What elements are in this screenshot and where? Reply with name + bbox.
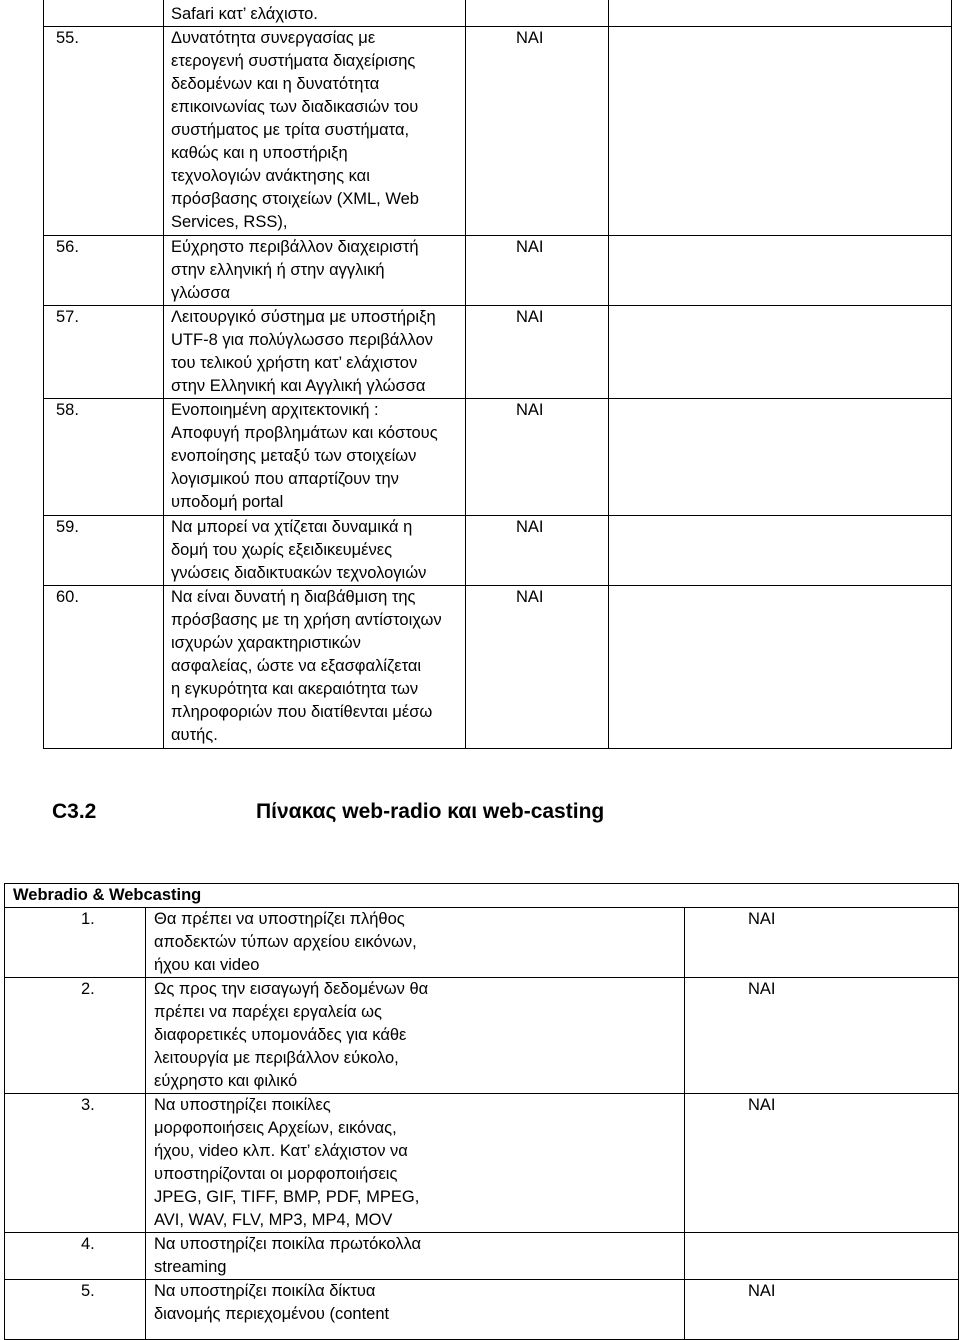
description-line: τεχνολογιών ανάκτησης και bbox=[171, 167, 370, 185]
description-line: του τελικού χρήστη κατ’ ελάχιστον bbox=[171, 354, 418, 372]
description-line: Αποφυγή προβλημάτων και κόστους bbox=[171, 424, 438, 442]
description-line: Λειτουργικό σύστημα με υποστήριξη bbox=[171, 308, 436, 326]
row-description bbox=[164, 306, 466, 399]
row-description bbox=[164, 236, 466, 306]
extra-cell bbox=[609, 399, 952, 516]
description-line: αποδεκτών τύπων αρχείου εικόνων, bbox=[154, 933, 417, 951]
row-answer: ΝΑΙ bbox=[685, 978, 959, 1094]
description-line: ήχου, video κλπ. Κατ’ ελάχιστον να bbox=[154, 1142, 408, 1160]
row-answer bbox=[685, 1233, 959, 1280]
row-description bbox=[164, 586, 466, 749]
row-number: 60. bbox=[44, 586, 164, 749]
description-line: Ως προς την εισαγωγή δεδομένων θα bbox=[154, 980, 429, 998]
row-answer: ΝΑΙ bbox=[466, 399, 609, 516]
row-number: 59. bbox=[44, 516, 164, 586]
description-line: JPEG, GIF, TIFF, BMP, PDF, MPEG, bbox=[154, 1188, 420, 1206]
description-line: Ενοποιημένη αρχιτεκτονική : bbox=[171, 401, 379, 419]
table-row bbox=[5, 978, 959, 1094]
row-answer: ΝΑΙ bbox=[466, 586, 609, 749]
description-line: Να υποστηρίζει ποικίλες bbox=[154, 1096, 331, 1114]
description-line: Θα πρέπει να υποστηρίζει πλήθος bbox=[154, 910, 405, 928]
description-line: πληροφοριών που διατίθενται μέσω bbox=[171, 703, 433, 721]
section-number: C3.2 bbox=[52, 800, 97, 823]
description-line: μορφοποιήσεις Αρχείων, εικόνας, bbox=[154, 1119, 397, 1137]
description-line: γλώσσα bbox=[171, 284, 231, 302]
row-answer: ΝΑΙ bbox=[685, 1280, 959, 1340]
description-line: καθώς και η υποστήριξη bbox=[171, 144, 348, 162]
table-row bbox=[44, 0, 952, 27]
description-line: στην Ελληνική και Αγγλική γλώσσα bbox=[171, 377, 426, 395]
description-line: λειτουργία με περιβάλλον εύκολο, bbox=[154, 1049, 399, 1067]
row-number: 57. bbox=[44, 306, 164, 399]
description-line: δομή του χωρίς εξειδικευμένες bbox=[171, 541, 393, 559]
description-line: η εγκυρότητα και ακεραιότητα των bbox=[171, 680, 419, 698]
requirements-table bbox=[43, 0, 952, 749]
row-answer: ΝΑΙ bbox=[685, 908, 959, 978]
row-answer: ΝΑΙ bbox=[466, 306, 609, 399]
extra-cell bbox=[609, 306, 952, 399]
description-line: Να υποστηρίζει ποικίλα πρωτόκολλα bbox=[154, 1235, 422, 1253]
extra-cell bbox=[609, 586, 952, 749]
description-line: υποστηρίζονται οι μορφοποιήσεις bbox=[154, 1165, 398, 1183]
row-answer: ΝΑΙ bbox=[466, 236, 609, 306]
table-row bbox=[44, 236, 952, 306]
table-row bbox=[44, 586, 952, 749]
extra-cell bbox=[609, 516, 952, 586]
row-description bbox=[146, 978, 685, 1094]
table-header-row bbox=[5, 884, 959, 908]
table-row bbox=[44, 516, 952, 586]
row-answer: ΝΑΙ bbox=[685, 1094, 959, 1233]
extra-cell bbox=[609, 27, 952, 236]
description-line: Services, RSS), bbox=[171, 213, 288, 231]
description-line: Να είναι δυνατή η διαβάθμιση της bbox=[171, 588, 416, 606]
table-row bbox=[5, 1233, 959, 1280]
row-description bbox=[146, 908, 685, 978]
description-line: διανομής περιεχομένου (content bbox=[154, 1305, 390, 1323]
row-number: 3. bbox=[5, 1094, 146, 1233]
description-line: streaming bbox=[154, 1258, 227, 1276]
row-description bbox=[164, 516, 466, 586]
description-line: Να υποστηρίζει ποικίλα δίκτυα bbox=[154, 1282, 376, 1300]
row-number: 55. bbox=[44, 27, 164, 236]
description-cell bbox=[164, 0, 466, 27]
description-line: εύχρηστο και φιλικό bbox=[154, 1072, 298, 1090]
row-number: 58. bbox=[44, 399, 164, 516]
answer-cell bbox=[466, 0, 609, 27]
webradio-table bbox=[4, 883, 959, 1340]
row-number: 5. bbox=[5, 1280, 146, 1340]
table-row bbox=[44, 306, 952, 399]
number-cell bbox=[44, 0, 164, 27]
description-line: πρέπει να παρέχει εργαλεία ως bbox=[154, 1003, 382, 1021]
table-row bbox=[44, 27, 952, 236]
description-line: πρόσβασης με τη χρήση αντίστοιχων bbox=[171, 611, 442, 629]
row-description bbox=[146, 1280, 685, 1340]
section-title: Πίνακας web-radio και web-casting bbox=[256, 800, 605, 823]
description-line: συστήματος με τρίτα συστήματα, bbox=[171, 121, 410, 139]
description-line: AVI, WAV, FLV, MP3, MP4, MOV bbox=[154, 1211, 393, 1229]
description-line: ήχου και video bbox=[154, 956, 260, 974]
description-line: γνώσεις διαδικτυακών τεχνολογιών bbox=[171, 564, 427, 582]
description-line: UTF-8 για πολύγλωσσο περιβάλλον bbox=[171, 331, 434, 349]
row-description bbox=[164, 399, 466, 516]
table-row bbox=[5, 1280, 959, 1340]
description-line: πρόσβασης στοιχείων (XML, Web bbox=[171, 190, 419, 208]
description-line: υποδομή portal bbox=[171, 493, 284, 511]
description-line: ετερογενή συστήματα διαχείρισης bbox=[171, 52, 416, 70]
description-line: ενοποίησης μεταξύ των στοιχείων bbox=[171, 447, 417, 465]
description-line: ασφαλείας, ώστε να εξασφαλίζεται bbox=[171, 657, 422, 675]
row-description bbox=[146, 1094, 685, 1233]
description-line: Δυνατότητα συνεργασίας με bbox=[171, 29, 376, 47]
row-answer: ΝΑΙ bbox=[466, 27, 609, 236]
description-line: λογισμικού που απαρτίζουν την bbox=[171, 470, 399, 488]
description-line: Να μπορεί να χτίζεται δυναμικά η bbox=[171, 518, 413, 536]
carry-over-text: Safari κατ’ ελάχιστο. bbox=[171, 5, 318, 23]
description-line: στην ελληνική ή στην αγγλική bbox=[171, 261, 385, 279]
table-row bbox=[5, 1094, 959, 1233]
description-line: αυτής. bbox=[171, 726, 218, 744]
row-description bbox=[164, 27, 466, 236]
extra-cell bbox=[609, 236, 952, 306]
description-line: επικοινωνίας των διαδικασιών του bbox=[171, 98, 419, 116]
description-line: Εύχρηστο περιβάλλον διαχειριστή bbox=[171, 238, 419, 256]
table-row bbox=[5, 908, 959, 978]
table-row bbox=[44, 399, 952, 516]
table-header: Webradio & Webcasting bbox=[5, 884, 959, 908]
description-line: διαφορετικές υπομονάδες για κάθε bbox=[154, 1026, 407, 1044]
row-answer: ΝΑΙ bbox=[466, 516, 609, 586]
row-number: 4. bbox=[5, 1233, 146, 1280]
description-line: ισχυρών χαρακτηριστικών bbox=[171, 634, 361, 652]
extra-cell bbox=[609, 0, 952, 27]
row-description bbox=[146, 1233, 685, 1280]
row-number: 2. bbox=[5, 978, 146, 1094]
description-line: δεδομένων και η δυνατότητα bbox=[171, 75, 380, 93]
row-number: 1. bbox=[5, 908, 146, 978]
row-number: 56. bbox=[44, 236, 164, 306]
